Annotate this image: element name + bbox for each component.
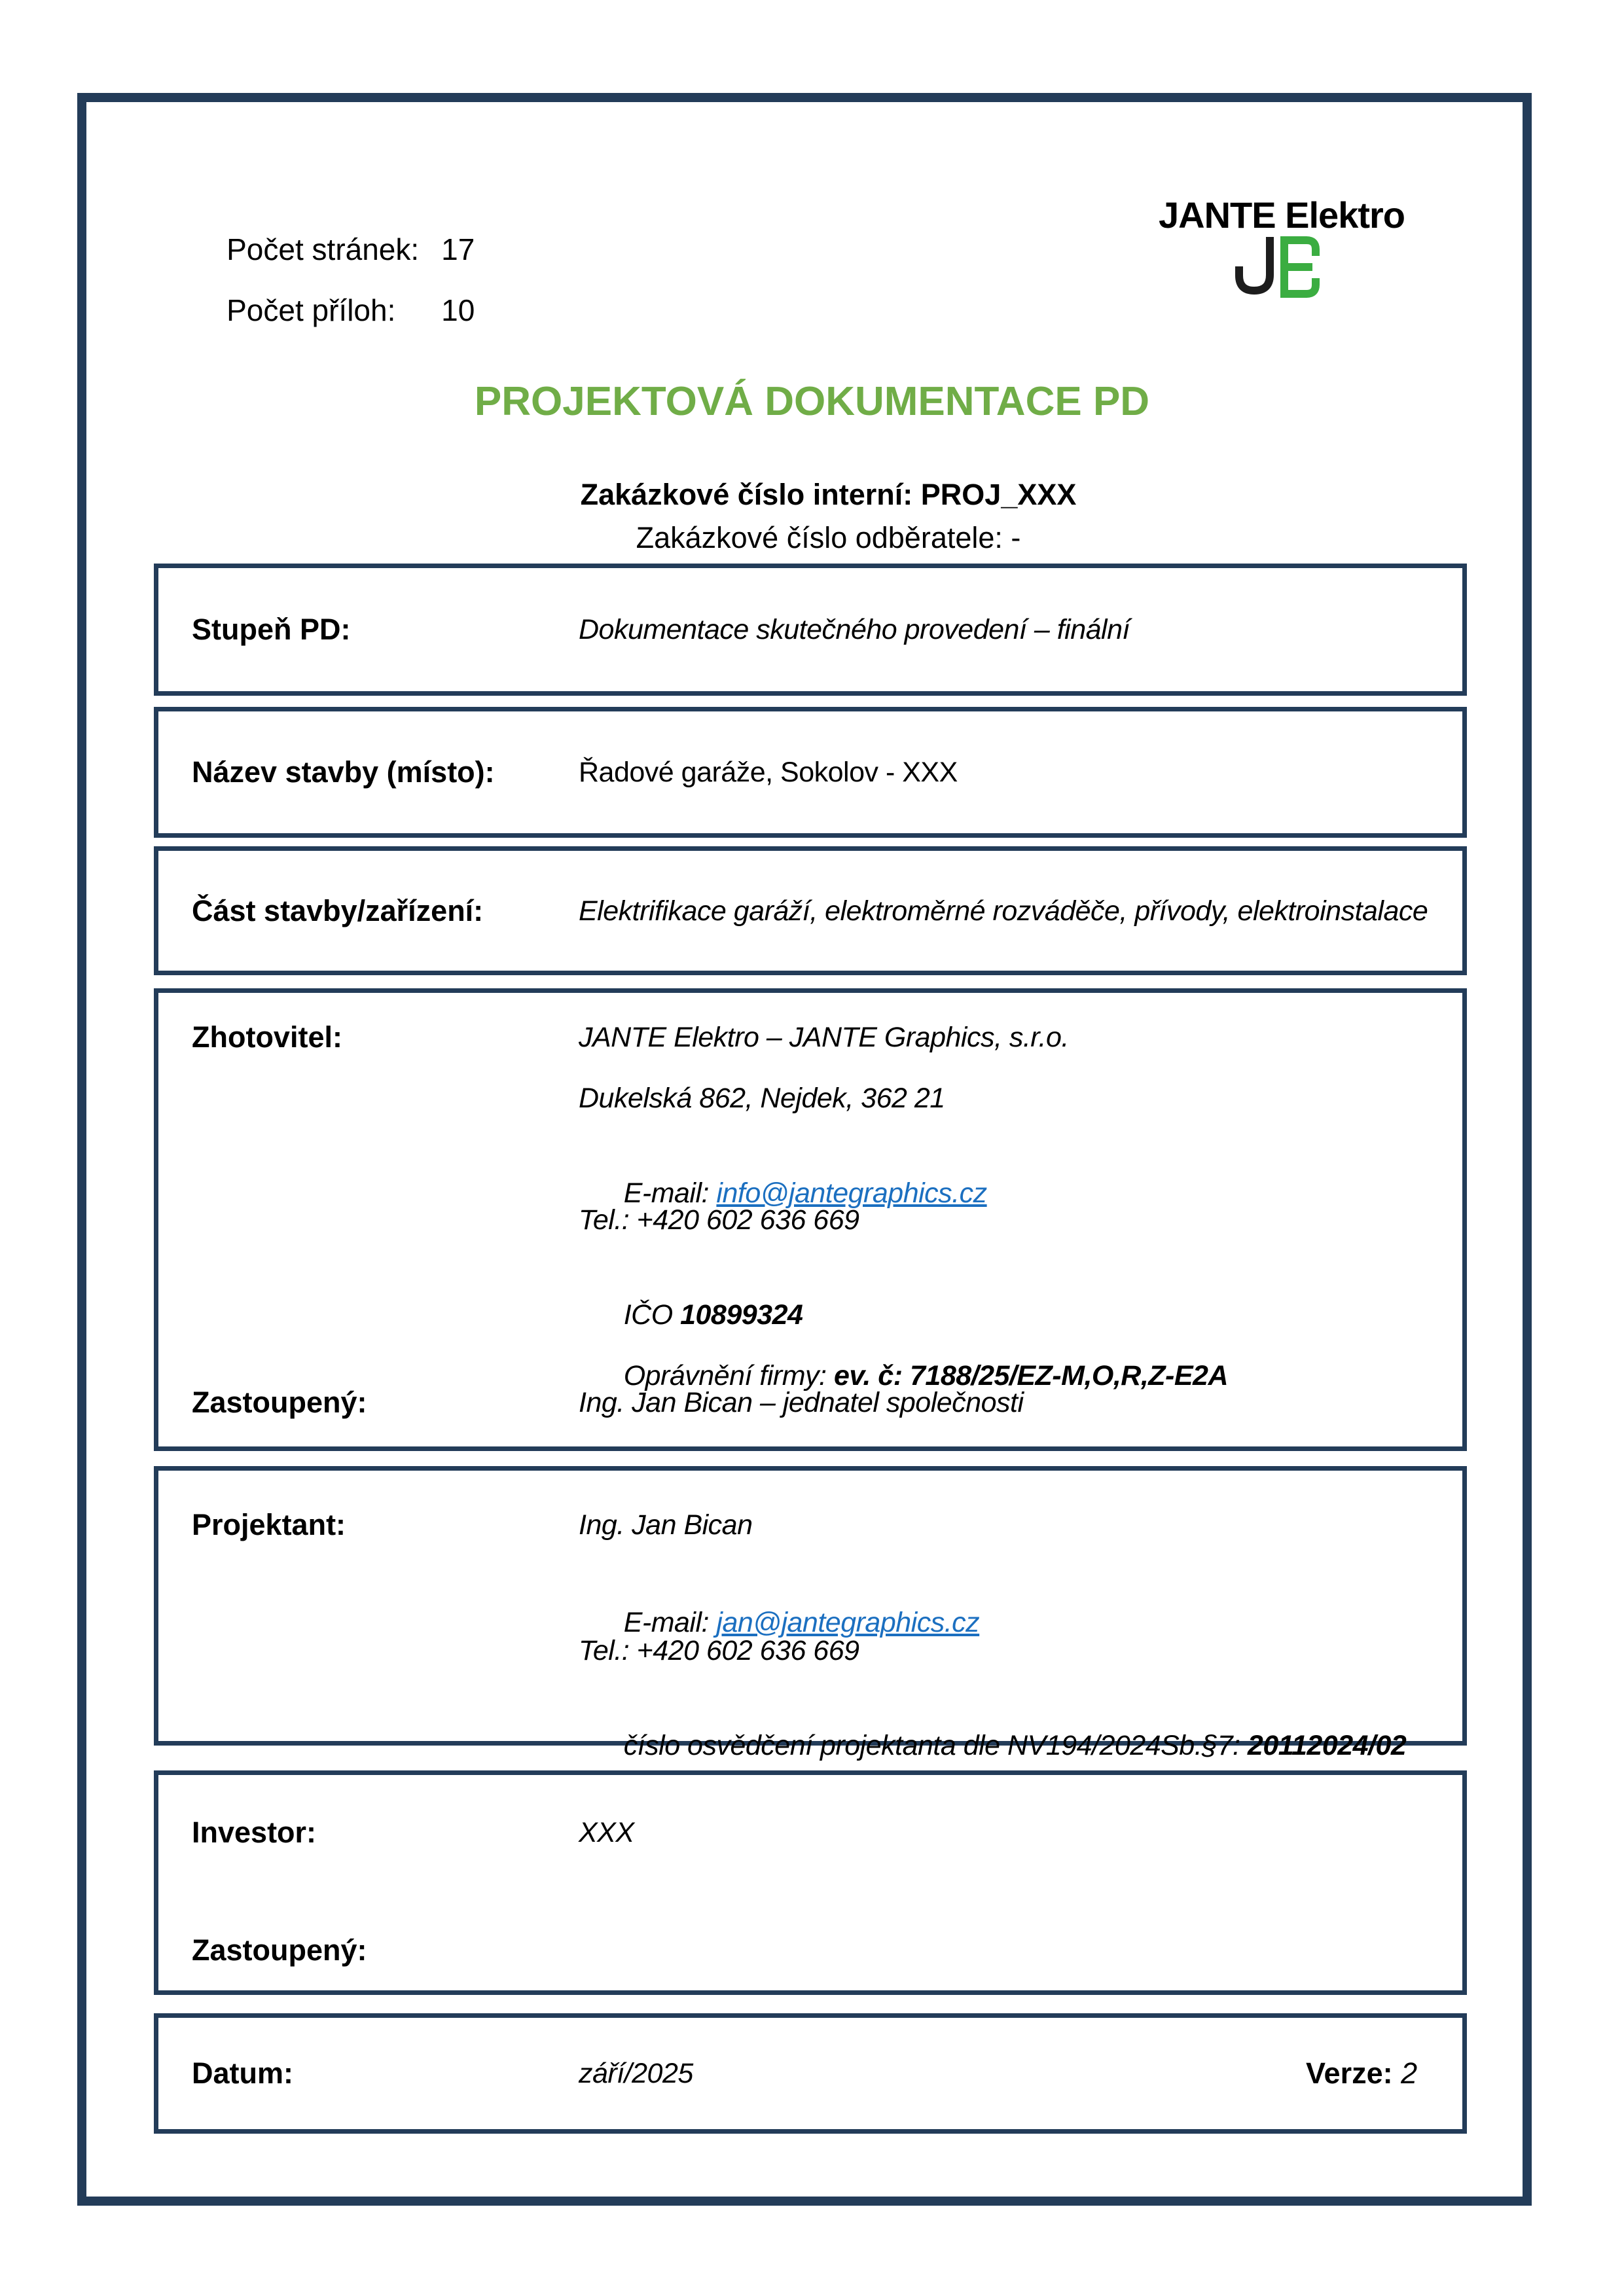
zhotovitel-label: Zhotovitel: <box>192 1020 342 1054</box>
zhotovitel-address: Dukelská 862, Nejdek, 362 21 <box>579 1083 945 1114</box>
investor-label: Investor: <box>192 1816 317 1849</box>
cast-stavby-value: Elektrifikace garáží, elektroměrné rozváděče, přívody, elektroinstalace <box>579 895 1428 927</box>
zhotovitel-auth-value: ev. č: 7188/25/EZ-M,O,R,Z-E2A <box>833 1360 1229 1391</box>
box-projektant <box>154 1466 1467 1761</box>
projektant-name: Ing. Jan Bican <box>579 1509 753 1541</box>
attachments-count-label: Počet příloh: <box>226 293 396 327</box>
projektant-cert-label: číslo osvědčení projektanta dle NV194/2024Sb.§7: <box>623 1730 1248 1761</box>
zhotovitel-ico-value: 10899324 <box>680 1299 803 1331</box>
box-zhotovitel <box>154 988 1467 1451</box>
verze-label: Verze: <box>1306 2056 1401 2090</box>
projektant-label: Projektant: <box>192 1508 346 1541</box>
nazev-stavby-label: Název stavby (místo): <box>192 755 495 789</box>
box-cast-stavby <box>154 846 1467 975</box>
order-customer-value: - <box>1011 521 1021 554</box>
zhotovitel-company: JANTE Elektro – JANTE Graphics, s.r.o. <box>579 1022 1069 1053</box>
attachments-count-value: 10 <box>441 293 475 327</box>
zhotovitel-email-label: E-mail: <box>623 1177 717 1209</box>
box-datum <box>154 2013 1467 2134</box>
jante-logo-icon <box>1224 236 1329 304</box>
zhotovitel-auth-label: Oprávnění firmy: <box>623 1360 834 1391</box>
zhotovitel-tel: Tel.: +420 602 636 669 <box>579 1204 859 1236</box>
verze-value: 2 <box>1401 2056 1418 2090</box>
box-nazev-stavby <box>154 707 1467 838</box>
zhotovitel-rep-value: Ing. Jan Bican – jednatel společnosti <box>579 1387 1024 1418</box>
investor-value: XXX <box>579 1817 634 1848</box>
page-title: PROJEKTOVÁ DOKUMENTACE PD <box>474 379 1150 424</box>
nazev-stavby-value: Řadové garáže, Sokolov - XXX <box>579 757 958 788</box>
datum-value: září/2025 <box>579 2058 693 2089</box>
projektant-email-link[interactable]: jan@jantegraphics.cz <box>716 1607 980 1638</box>
order-internal-value: PROJ_XXX <box>920 478 1077 511</box>
projektant-email-label: E-mail: <box>623 1607 717 1638</box>
verze-line <box>1257 2022 1417 2125</box>
projektant-cert-value: 20112024/02 <box>1247 1730 1407 1761</box>
pages-count-value: 17 <box>441 232 475 266</box>
investor-rep-label: Zastoupený: <box>192 1933 367 1967</box>
projektant-tel: Tel.: +420 602 636 669 <box>579 1635 859 1666</box>
box-investor <box>154 1770 1467 1995</box>
attachments-count-line <box>193 259 475 361</box>
cast-stavby-label: Část stavby/zařízení: <box>192 893 484 927</box>
datum-label: Datum: <box>192 2056 293 2090</box>
zhotovitel-rep-label: Zastoupený: <box>192 1386 367 1419</box>
order-internal-label: Zakázkové číslo interní: <box>580 478 921 511</box>
order-customer-label: Zakázkové číslo odběratele: <box>636 521 1011 554</box>
zhotovitel-email-link[interactable]: info@jantegraphics.cz <box>716 1177 987 1209</box>
box-stupen-pd <box>154 564 1467 696</box>
company-logo-text: JANTE Elektro <box>1159 194 1405 236</box>
pages-count-label: Počet stránek: <box>226 232 420 266</box>
zhotovitel-ico-label: IČO <box>623 1299 681 1331</box>
stupen-pd-label: Stupeň PD: <box>192 613 351 646</box>
stupen-pd-value: Dokumentace skutečného provedení – finální <box>579 614 1130 645</box>
